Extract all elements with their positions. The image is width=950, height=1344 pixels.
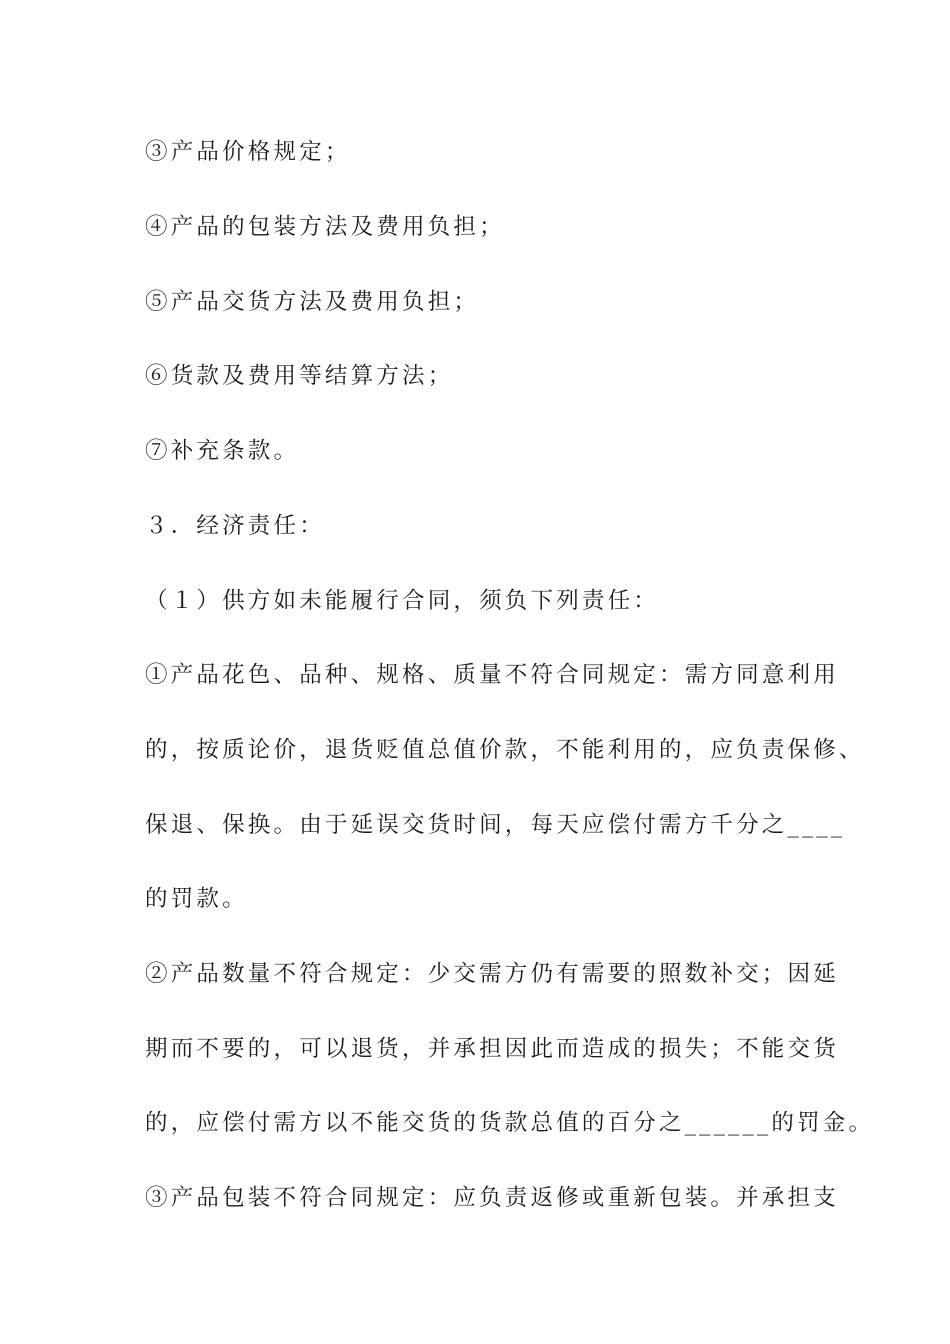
clause-price: ③产品价格规定； [145, 139, 351, 165]
clause-packaging: ④产品的包装方法及费用负担； [145, 214, 505, 240]
clause-delivery: ⑤产品交货方法及费用负担； [145, 289, 480, 315]
paragraph-line: ①产品花色、品种、规格、质量不符合同规定：需方同意利用 [145, 662, 839, 688]
clause-settlement: ⑥货款及费用等结算方法； [145, 363, 454, 389]
paragraph-line: 期而不要的，可以退货，并承担因此而造成的损失；不能交货 [145, 1036, 839, 1062]
paragraph-line: 的，应偿付需方以不能交货的货款总值的百分之______的罚金。 [145, 1110, 875, 1136]
clause-supplementary: ⑦补充条款。 [145, 438, 300, 464]
paragraph-line: 的，按质论价，退货贬值总值价款，不能利用的，应负责保修、 [145, 737, 865, 763]
paragraph-line: 保退、保换。由于延误交货时间，每天应偿付需方千分之____ [145, 812, 846, 838]
paragraph-line: 的罚款。 [145, 886, 248, 912]
paragraph-line: ②产品数量不符合规定：少交需方仍有需要的照数补交；因延 [145, 961, 839, 987]
subsection-supplier-liability: （１）供方如未能履行合同，须负下列责任： [145, 588, 660, 614]
section-heading-economic-liability: ３．经济责任： [145, 513, 325, 539]
paragraph-line: ③产品包装不符合同规定：应负责返修或重新包装。并承担支 [145, 1185, 839, 1211]
